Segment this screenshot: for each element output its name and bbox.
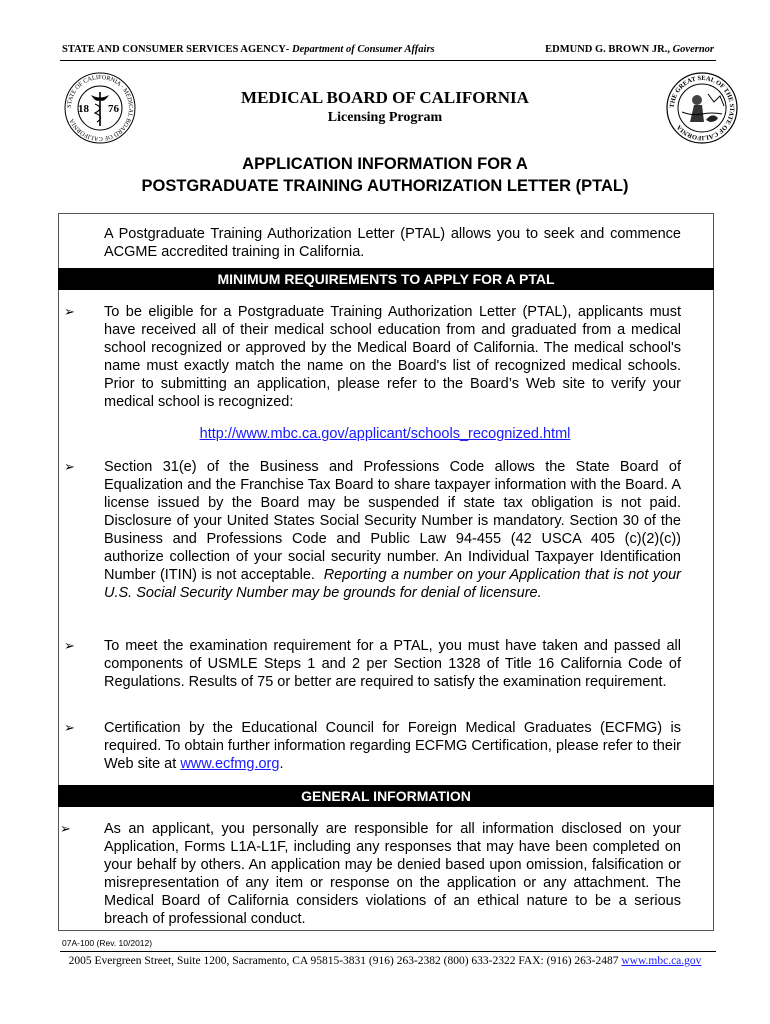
governor-name: EDMUND G. BROWN JR., [545,44,670,55]
agency-line [62,44,435,55]
seal-right-ring-text: THE GREAT SEAL OF THE STATE OF CALIFORNIA [668,74,736,142]
footer-website-link[interactable]: www.mbc.ca.gov [621,955,702,967]
bullet-arrow-icon: ➢ [64,459,75,474]
requirement-item-4-end: . [279,756,284,772]
department-name: - Department of Consumer Affairs [285,44,435,55]
governor-title: Governor [669,44,714,55]
requirement-item-3: To meet the examination requirement for a PTAL, you must have taken and passed all components of USMLE Steps 1 and 2 per Section 1328 of Title 16 California Code of Regulations. Results of 75 or better are required to satisfy the examination requirement. [104,638,681,690]
agency-name: STATE AND CONSUMER SERVICES AGENCY [62,44,286,55]
intro-paragraph: A Postgraduate Training Authorization Letter (PTAL) allows you to seek and commence ACGME accredited training in California. [104,226,681,260]
ecfmg-link[interactable]: www.ecfmg.org [180,756,280,772]
requirement-item-1: To be eligible for a Postgraduate Training Authorization Letter (PTAL), applicants must have received all of their medical school education from and graduated from a medical school recognized or approved by the Medical Board of California. The medical school's name must exactly match the name on the Board's list of recognized medical schools. Prior to submitting an application, please refer to the Board’s Web site to verify your medical school is recognized: [104,304,681,410]
section-heading-general: GENERAL INFORMATION [58,785,714,807]
agency-header-bar [62,44,714,58]
form-number: 07A-100 (Rev. 10/2012) [62,938,153,948]
application-title-line1: APPLICATION INFORMATION FOR A [242,155,528,173]
bullet-arrow-icon: ➢ [64,304,75,319]
seal-year-right: 76 [108,103,119,115]
section-heading-requirements: MINIMUM REQUIREMENTS TO APPLY FOR A PTAL [58,268,714,290]
requirement-item-4-text: Certification by the Educational Council for Foreign Medical Graduates (ECFMG) is required. To obtain further information regarding ECFMG Certification, please refer to their Web site at [104,720,681,772]
state-seal-icon [666,72,738,144]
requirement-item-2-text: Section 31(e) of the Business and Professions Code allows the State Board of Equalization and the Franchise Tax Board to share taxpayer information with the Board. A license issued by the Board may be suspended if state tax obligation is not paid. Disclosure of your United States Social Security Number is mandatory. Section 30 of the Business and Professions Code and Public Law 94-455 (42 USCA 405 (c)(2)(c)) authorize collection of your social security number. An Individual Taxpayer Identification Number (ITIN) is not acceptable. [104,459,681,583]
application-title-line2: POSTGRADUATE TRAINING AUTHORIZATION LETTER (PTAL) [141,177,629,195]
seal-left-ring-text: STATE OF CALIFORNIA · MEDICAL BOARD OF CALIFORNIA [65,73,135,143]
seal-year-left: 18 [78,103,89,115]
header-divider [60,60,716,61]
requirement-item-4 [104,719,681,773]
footer-divider [60,951,716,952]
bullet-arrow-icon: ➢ [60,821,71,836]
bullet-arrow-icon: ➢ [64,720,75,735]
requirement-item-2 [104,458,681,602]
bullet-arrow-icon: ➢ [64,638,75,653]
footer-address: 2005 Evergreen Street, Suite 1200, Sacramento, CA 95815-3831 (916) 263-2382 (800) 633-2322 FAX: (916) 263-2487 [68,955,619,967]
program-subtitle: Licensing Program [327,110,443,125]
schools-link-row [0,426,770,442]
medical-board-seal-icon [64,70,136,146]
general-info-item-1: As an applicant, you personally are responsible for all information disclosed on your Application, Forms L1A-L1F, including any responses that may have been completed on your behalf by others. An application may be denied based upon omission, falsification or misrepresentation of any item or response on the application or any attachment. The Medical Board of California considers violations of an ethical nature to be a serious breach of professional conduct. [104,821,681,927]
board-title: MEDICAL BOARD OF CALIFORNIA [241,88,529,107]
application-title [0,153,770,197]
footer-contact [0,955,770,967]
governor-line [545,44,714,55]
schools-recognized-link[interactable]: http://www.mbc.ca.gov/applicant/schools_recognized.html [199,426,571,442]
requirement-item-2-italic: Reporting a number on your Application that is not your U.S. Social Security Number may be grounds for denial of licensure. [104,567,681,601]
